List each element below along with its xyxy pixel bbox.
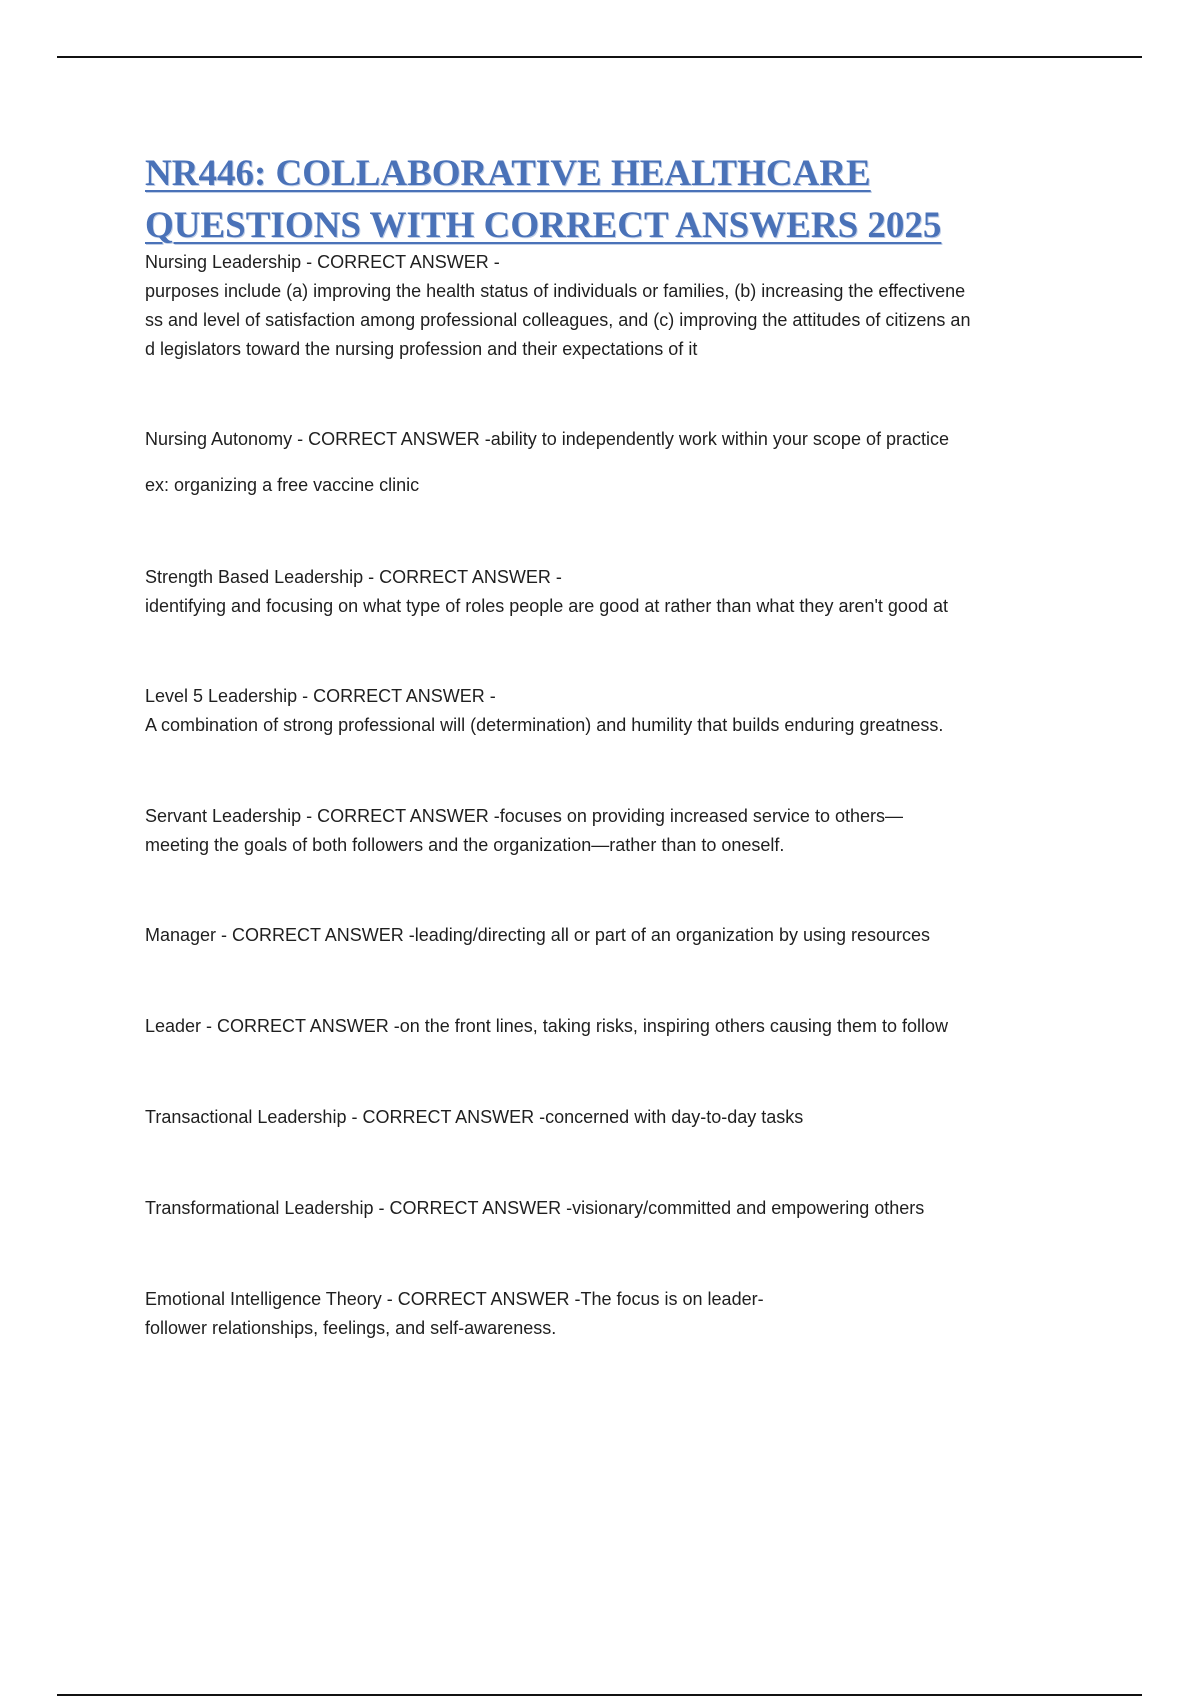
entry-line: Strength Based Leadership - CORRECT ANSWER -	[145, 567, 562, 587]
entry-leader	[145, 1012, 1085, 1041]
entry-line: follower relationships, feelings, and self-awareness.	[145, 1318, 557, 1338]
entry-line: Nursing Autonomy - CORRECT ANSWER -ability to independently work within your scope of practice	[145, 429, 949, 449]
entry-line: Emotional Intelligence Theory - CORRECT ANSWER -The focus is on leader-	[145, 1289, 764, 1309]
entry-line: Transformational Leadership - CORRECT ANSWER -visionary/committed and empowering others	[145, 1198, 925, 1218]
entry-line: Servant Leadership - CORRECT ANSWER -focuses on providing increased service to others—	[145, 806, 903, 826]
document-title	[145, 148, 1105, 252]
entry-nursing-autonomy	[145, 425, 1085, 500]
entry-transactional-leadership	[145, 1103, 1085, 1132]
entry-line: Transactional Leadership - CORRECT ANSWER -concerned with day-to-day tasks	[145, 1107, 804, 1127]
entry-nursing-leadership	[145, 248, 1085, 364]
entry-line: Nursing Leadership - CORRECT ANSWER -	[145, 252, 500, 272]
title-line-1: NR446: COLLABORATIVE HEALTHCARE	[145, 153, 871, 194]
entry-line: d legislators toward the nursing profession and their expectations of it	[145, 339, 698, 359]
entry-emotional-intelligence-theory	[145, 1285, 1085, 1343]
entry-transformational-leadership	[145, 1194, 1085, 1223]
entry-example: ex: organizing a free vaccine clinic	[145, 475, 420, 495]
entry-line: ss and level of satisfaction among professional colleagues, and (c) improving the attitudes of citizens an	[145, 310, 971, 330]
entry-strength-based-leadership	[145, 563, 1085, 621]
entry-level-5-leadership	[145, 682, 1085, 740]
entry-line: Manager - CORRECT ANSWER -leading/directing all or part of an organization by using resources	[145, 925, 931, 945]
entry-servant-leadership	[145, 802, 1085, 860]
entry-line: A combination of strong professional will (determination) and humility that builds enduring greatness.	[145, 715, 944, 735]
entry-line: purposes include (a) improving the health status of individuals or families, (b) increasing the effectivene	[145, 281, 966, 301]
entry-line: Level 5 Leadership - CORRECT ANSWER -	[145, 686, 496, 706]
entry-line: meeting the goals of both followers and the organization—rather than to oneself.	[145, 835, 785, 855]
title-line-2: QUESTIONS WITH CORRECT ANSWERS 2025	[145, 205, 942, 246]
entry-line: identifying and focusing on what type of roles people are good at rather than what they aren't good at	[145, 596, 948, 616]
bottom-divider	[57, 1694, 1142, 1696]
entry-manager	[145, 921, 1085, 950]
entry-line: Leader - CORRECT ANSWER -on the front lines, taking risks, inspiring others causing them to follow	[145, 1016, 948, 1036]
top-divider	[57, 56, 1142, 58]
